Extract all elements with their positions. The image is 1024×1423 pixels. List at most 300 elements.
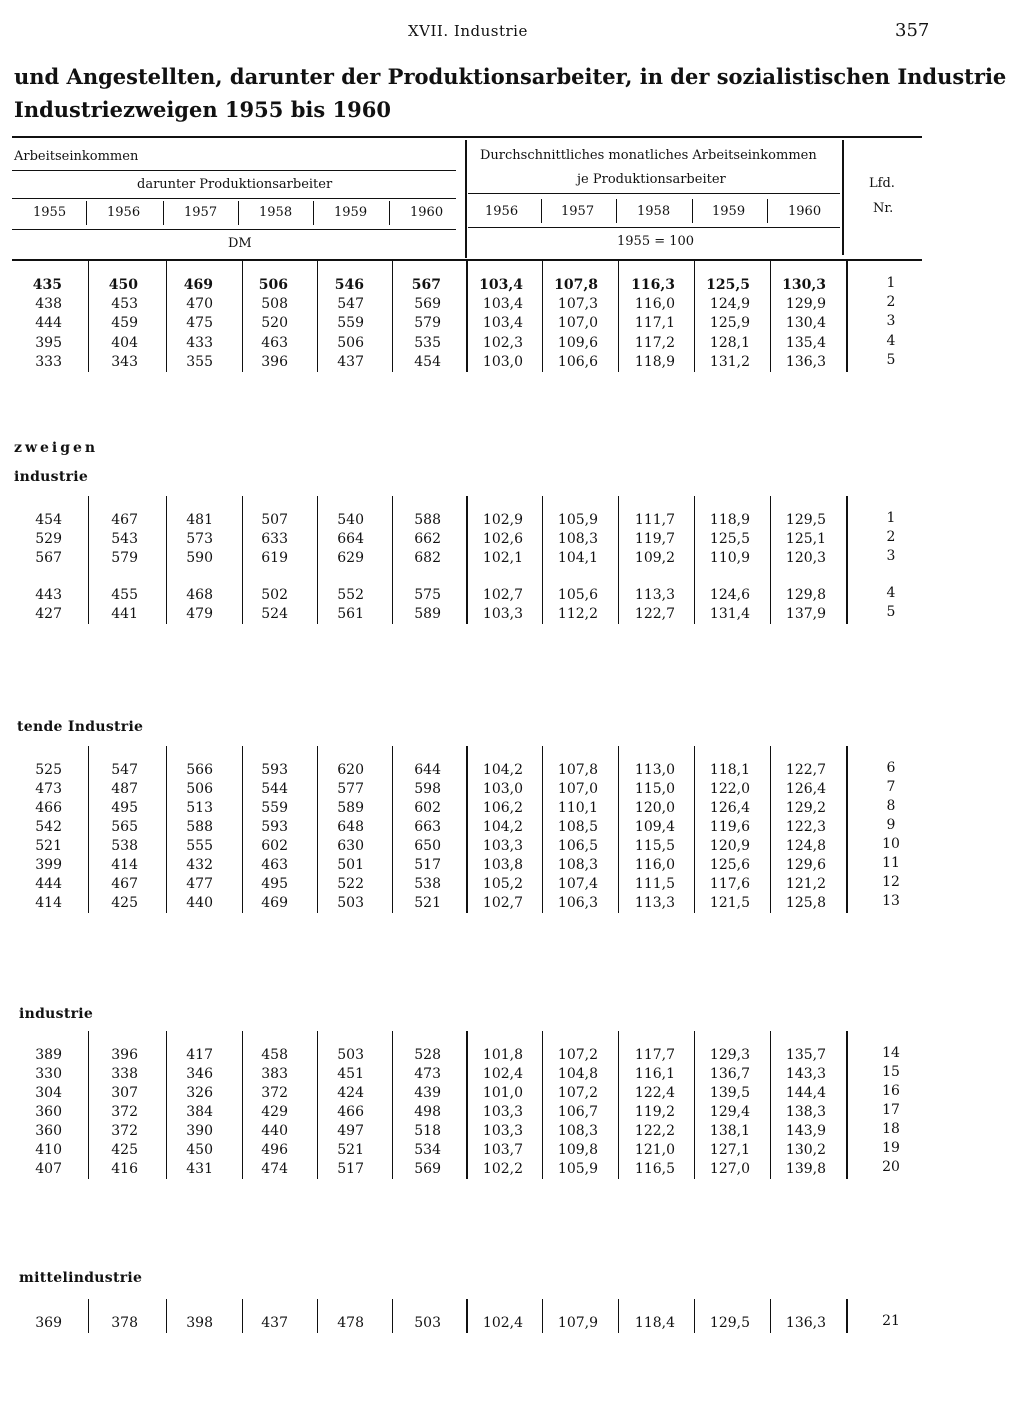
row-number: 12 (882, 874, 900, 890)
table-cell: 135,7 (785, 1047, 826, 1063)
table-cell: 593 (261, 819, 288, 835)
table-cell: 620 (337, 762, 364, 778)
table-cell: 475 (186, 315, 213, 332)
table-cell: 378 (111, 1315, 138, 1331)
row-number: 20 (882, 1159, 900, 1175)
column-divider (317, 261, 318, 372)
table-cell: 469 (261, 895, 288, 911)
table-cell: 453 (111, 296, 138, 313)
table-cell: 395 (35, 334, 62, 351)
row-number: 15 (882, 1064, 900, 1080)
table-cell: 435 (32, 277, 62, 293)
table-cell: 131,4 (709, 606, 750, 622)
table-cell: 547 (111, 762, 138, 778)
column-divider (317, 1299, 318, 1333)
table-cell: 569 (414, 1161, 441, 1177)
hdr-divider (616, 199, 617, 223)
table-cell: 414 (111, 857, 138, 873)
table-cell: 384 (186, 1104, 213, 1120)
table-cell: 579 (414, 315, 441, 332)
table-cell: 130,4 (785, 315, 826, 332)
table-cell: 569 (414, 296, 441, 313)
table-cell: 118,1 (709, 762, 750, 778)
table-cell: 559 (337, 315, 364, 332)
table-cell: 467 (111, 512, 138, 528)
table-cell: 118,9 (709, 512, 750, 528)
table-cell: 525 (35, 762, 62, 778)
column-divider (618, 1031, 619, 1179)
hdr-divider (541, 199, 542, 223)
table-cell: 121,2 (785, 876, 826, 892)
table-cell: 425 (111, 895, 138, 911)
table-cell: 103,0 (482, 781, 523, 797)
table-cell: 555 (186, 838, 213, 854)
column-divider (166, 746, 167, 913)
table-cell: 389 (35, 1047, 62, 1063)
table-cell: 455 (111, 587, 138, 603)
column-divider (242, 1299, 243, 1333)
table-cell: 372 (111, 1123, 138, 1139)
column-divider (694, 496, 695, 624)
table-cell: 106,2 (482, 800, 523, 816)
table-cell: 125,6 (709, 857, 750, 873)
table-cell: 129,5 (785, 512, 826, 528)
row-number: 10 (882, 836, 900, 852)
row-number: 1 (886, 510, 896, 526)
column-divider (166, 261, 167, 372)
table-cell: 119,2 (634, 1104, 675, 1120)
table-cell: 102,2 (482, 1161, 523, 1177)
table-cell: 103,3 (482, 1104, 523, 1120)
table-cell: 575 (414, 587, 441, 603)
group-divider (466, 496, 468, 624)
row-number: 9 (886, 817, 896, 833)
table-cell: 432 (186, 857, 213, 873)
table-cell: 109,4 (634, 819, 675, 835)
table-cell: 517 (414, 857, 441, 873)
table-cell: 360 (35, 1104, 62, 1120)
column-divider (242, 746, 243, 913)
table-cell: 443 (35, 587, 62, 603)
table-cell: 125,5 (706, 277, 750, 293)
table-cell: 496 (261, 1142, 288, 1158)
table-cell: 138,1 (709, 1123, 750, 1139)
table-cell: 124,9 (709, 296, 750, 313)
table-cell: 127,0 (709, 1161, 750, 1177)
table-cell: 650 (414, 838, 441, 854)
table-cell: 106,7 (557, 1104, 598, 1120)
table-cell: 126,4 (785, 781, 826, 797)
column-divider (694, 1299, 695, 1333)
section-label-tende-industrie: tende Industrie (17, 719, 144, 735)
table-cell: 116,0 (634, 857, 675, 873)
table-cell: 517 (337, 1161, 364, 1177)
table-cell: 518 (414, 1123, 441, 1139)
table-cell: 567 (411, 277, 441, 293)
table-cell: 466 (35, 800, 62, 816)
table-cell: 107,2 (557, 1047, 598, 1063)
column-divider (694, 261, 695, 372)
header-je-produktionsarbeiter: je Produktionsarbeiter (577, 172, 726, 187)
group-divider (846, 261, 848, 372)
table-cell: 103,7 (482, 1142, 523, 1158)
table-cell: 372 (261, 1085, 288, 1101)
table-cell: 107,2 (557, 1085, 598, 1101)
table-cell: 477 (186, 876, 213, 892)
table-title-line2: Industriezweigen 1955 bis 1960 (14, 97, 391, 122)
index-year-1957: 1957 (561, 204, 595, 219)
unit-index: 1955 = 100 (617, 234, 695, 249)
table-cell: 540 (337, 512, 364, 528)
header-rule-right (468, 193, 840, 194)
table-cell: 106,3 (557, 895, 598, 911)
table-cell: 103,4 (482, 296, 523, 313)
header-rule-3 (12, 229, 456, 230)
table-cell: 105,9 (557, 1161, 598, 1177)
table-cell: 438 (35, 296, 62, 313)
table-cell: 561 (337, 606, 364, 622)
table-cell: 588 (414, 512, 441, 528)
column-divider (542, 746, 543, 913)
table-cell: 107,3 (557, 296, 598, 313)
table-cell: 144,4 (785, 1085, 826, 1101)
table-cell: 101,0 (482, 1085, 523, 1101)
table-cell: 111,7 (634, 512, 675, 528)
table-cell: 404 (111, 334, 138, 351)
table-cell: 110,1 (557, 800, 598, 816)
table-cell: 503 (414, 1315, 441, 1331)
table-cell: 130,2 (785, 1142, 826, 1158)
table-cell: 544 (261, 781, 288, 797)
table-cell: 326 (186, 1085, 213, 1101)
table-cell: 633 (261, 531, 288, 547)
table-cell: 108,5 (557, 819, 598, 835)
table-cell: 113,0 (634, 762, 675, 778)
table-cell: 444 (35, 315, 62, 332)
column-divider (618, 496, 619, 624)
group-divider (846, 1299, 848, 1333)
table-cell: 129,4 (709, 1104, 750, 1120)
table-cell: 427 (35, 606, 62, 622)
table-cell: 105,9 (557, 512, 598, 528)
table-cell: 102,9 (482, 512, 523, 528)
table-cell: 473 (35, 781, 62, 797)
column-divider (242, 261, 243, 372)
table-cell: 521 (35, 838, 62, 854)
table-cell: 468 (186, 587, 213, 603)
table-cell: 467 (111, 876, 138, 892)
table-cell: 118,9 (634, 353, 675, 370)
header-nr: Nr. (873, 201, 894, 216)
table-cell: 535 (414, 334, 441, 351)
table-cell: 506 (258, 277, 288, 293)
table-cell: 131,2 (709, 353, 750, 370)
table-cell: 128,1 (709, 334, 750, 351)
table-cell: 478 (337, 1315, 364, 1331)
row-number: 16 (882, 1083, 900, 1099)
table-cell: 398 (186, 1315, 213, 1331)
table-cell: 396 (261, 353, 288, 370)
table-cell: 469 (183, 277, 213, 293)
table-cell: 577 (337, 781, 364, 797)
table-cell: 559 (261, 800, 288, 816)
header-produktionsarbeiter: darunter Produktionsarbeiter (137, 177, 333, 192)
column-divider (166, 496, 167, 624)
table-cell: 109,6 (557, 334, 598, 351)
table-cell: 346 (186, 1066, 213, 1082)
year-1958: 1958 (259, 205, 293, 220)
year-1956: 1956 (107, 205, 141, 220)
table-cell: 520 (261, 315, 288, 332)
row-number: 2 (886, 529, 896, 545)
table-cell: 487 (111, 781, 138, 797)
hdr-divider (163, 201, 164, 225)
table-cell: 481 (186, 512, 213, 528)
table-cell: 479 (186, 606, 213, 622)
column-divider (694, 746, 695, 913)
table-cell: 136,7 (709, 1066, 750, 1082)
table-cell: 567 (35, 550, 62, 566)
table-cell: 104,2 (482, 762, 523, 778)
table-cell: 454 (414, 353, 441, 370)
table-cell: 588 (186, 819, 213, 835)
table-cell: 129,5 (709, 1315, 750, 1331)
table-cell: 602 (414, 800, 441, 816)
table-cell: 459 (111, 315, 138, 332)
table-cell: 125,9 (709, 315, 750, 332)
column-divider (392, 261, 393, 372)
table-title-line1: und Angestellten, darunter der Produktionsarbeiter, in der sozialistischen Industrie (14, 64, 1007, 89)
table-cell: 451 (337, 1066, 364, 1082)
index-year-1959: 1959 (712, 204, 746, 219)
table-cell: 113,3 (634, 587, 675, 603)
table-cell: 538 (414, 876, 441, 892)
column-divider (770, 1299, 771, 1333)
table-cell: 528 (414, 1047, 441, 1063)
index-year-1958: 1958 (637, 204, 671, 219)
group-divider (466, 1299, 468, 1333)
table-cell: 138,3 (785, 1104, 826, 1120)
table-cell: 546 (334, 277, 364, 293)
table-cell: 495 (111, 800, 138, 816)
table-cell: 589 (337, 800, 364, 816)
table-cell: 102,6 (482, 531, 523, 547)
table-cell: 524 (261, 606, 288, 622)
hdr-divider (86, 201, 87, 225)
group-divider (846, 746, 848, 913)
table-cell: 360 (35, 1123, 62, 1139)
row-number: 13 (882, 893, 900, 909)
table-cell: 106,5 (557, 838, 598, 854)
column-divider (392, 496, 393, 624)
table-cell: 103,3 (482, 1123, 523, 1139)
table-cell: 103,0 (482, 353, 523, 370)
table-cell: 103,3 (482, 838, 523, 854)
table-cell: 124,6 (709, 587, 750, 603)
table-cell: 463 (261, 857, 288, 873)
table-cell: 629 (337, 550, 364, 566)
table-cell: 108,3 (557, 1123, 598, 1139)
table-cell: 454 (35, 512, 62, 528)
table-cell: 121,5 (709, 895, 750, 911)
table-cell: 102,3 (482, 334, 523, 351)
table-cell: 573 (186, 531, 213, 547)
header-rule-1 (12, 170, 456, 171)
table-cell: 602 (261, 838, 288, 854)
header-durchschnittliches: Durchschnittliches monatliches Arbeitseinkommen (480, 148, 817, 163)
index-year-1956: 1956 (485, 204, 519, 219)
table-cell: 125,1 (785, 531, 826, 547)
table-cell: 129,9 (785, 296, 826, 313)
table-cell: 116,5 (634, 1161, 675, 1177)
table-cell: 355 (186, 353, 213, 370)
column-divider (88, 261, 89, 372)
table-cell: 440 (261, 1123, 288, 1139)
hdr-divider (313, 201, 314, 225)
table-cell: 648 (337, 819, 364, 835)
table-cell: 466 (337, 1104, 364, 1120)
table-cell: 107,0 (557, 781, 598, 797)
table-cell: 122,0 (709, 781, 750, 797)
table-cell: 119,6 (709, 819, 750, 835)
row-number: 19 (882, 1140, 900, 1156)
table-cell: 498 (414, 1104, 441, 1120)
group-divider (465, 140, 467, 258)
table-cell: 102,1 (482, 550, 523, 566)
header-arbeitseinkommen: Arbeitseinkommen (14, 149, 139, 164)
table-cell: 552 (337, 587, 364, 603)
table-cell: 108,3 (557, 857, 598, 873)
table-cell: 507 (261, 512, 288, 528)
table-cell: 439 (414, 1085, 441, 1101)
row-number: 3 (886, 313, 896, 330)
column-divider (242, 1031, 243, 1179)
table-cell: 521 (337, 1142, 364, 1158)
table-cell: 424 (337, 1085, 364, 1101)
table-cell: 425 (111, 1142, 138, 1158)
table-cell: 117,6 (709, 876, 750, 892)
group-divider (846, 1031, 848, 1179)
table-cell: 538 (111, 838, 138, 854)
table-cell: 107,0 (557, 315, 598, 332)
table-cell: 503 (337, 1047, 364, 1063)
table-cell: 102,4 (482, 1315, 523, 1331)
column-divider (618, 261, 619, 372)
table-cell: 450 (186, 1142, 213, 1158)
table-cell: 129,3 (709, 1047, 750, 1063)
table-cell: 116,3 (631, 277, 675, 293)
table-cell: 125,8 (785, 895, 826, 911)
top-rule (12, 136, 922, 138)
table-cell: 390 (186, 1123, 213, 1139)
table-cell: 122,2 (634, 1123, 675, 1139)
table-cell: 458 (261, 1047, 288, 1063)
table-cell: 129,8 (785, 587, 826, 603)
table-cell: 106,6 (557, 353, 598, 370)
table-cell: 429 (261, 1104, 288, 1120)
column-divider (542, 1031, 543, 1179)
hdr-divider (692, 199, 693, 223)
row-number: 4 (886, 332, 896, 349)
year-1959: 1959 (334, 205, 368, 220)
table-cell: 440 (186, 895, 213, 911)
table-cell: 579 (111, 550, 138, 566)
header-lfd: Lfd. (869, 176, 895, 191)
table-cell: 590 (186, 550, 213, 566)
index-year-1960: 1960 (788, 204, 822, 219)
table-cell: 116,0 (634, 296, 675, 313)
table-cell: 139,5 (709, 1085, 750, 1101)
table-cell: 120,9 (709, 838, 750, 854)
table-cell: 116,1 (634, 1066, 675, 1082)
table-cell: 383 (261, 1066, 288, 1082)
table-cell: 115,5 (634, 838, 675, 854)
table-cell: 542 (35, 819, 62, 835)
table-cell: 473 (414, 1066, 441, 1082)
table-cell: 109,2 (634, 550, 675, 566)
table-cell: 399 (35, 857, 62, 873)
table-cell: 115,0 (634, 781, 675, 797)
group-divider (466, 261, 468, 372)
section-label-mittelindustrie: mittelindustrie (19, 1270, 143, 1286)
table-cell: 333 (35, 353, 62, 370)
header-rule-right-2 (468, 227, 840, 228)
table-cell: 619 (261, 550, 288, 566)
column-divider (694, 1031, 695, 1179)
table-cell: 497 (337, 1123, 364, 1139)
table-cell: 396 (111, 1047, 138, 1063)
table-cell: 102,7 (482, 587, 523, 603)
table-cell: 598 (414, 781, 441, 797)
table-cell: 547 (337, 296, 364, 313)
table-cell: 664 (337, 531, 364, 547)
row-number: 11 (882, 855, 900, 871)
group-divider (842, 140, 844, 255)
section-label-industrie-2: industrie (19, 1006, 94, 1022)
table-cell: 307 (111, 1085, 138, 1101)
table-cell: 304 (35, 1085, 62, 1101)
table-cell: 450 (108, 277, 138, 293)
row-number: 5 (886, 351, 896, 368)
table-cell: 129,2 (785, 800, 826, 816)
column-divider (88, 1031, 89, 1179)
table-cell: 502 (261, 587, 288, 603)
row-number: 17 (882, 1102, 900, 1118)
table-cell: 122,3 (785, 819, 826, 835)
table-cell: 644 (414, 762, 441, 778)
table-cell: 137,9 (785, 606, 826, 622)
table-cell: 433 (186, 334, 213, 351)
table-cell: 593 (261, 762, 288, 778)
table-cell: 111,5 (634, 876, 675, 892)
column-divider (392, 1031, 393, 1179)
year-1957: 1957 (184, 205, 218, 220)
table-cell: 343 (111, 353, 138, 370)
unit-dm: DM (228, 236, 252, 251)
table-cell: 508 (261, 296, 288, 313)
table-cell: 589 (414, 606, 441, 622)
table-cell: 102,7 (482, 895, 523, 911)
table-cell: 513 (186, 800, 213, 816)
year-1955: 1955 (33, 205, 67, 220)
column-divider (166, 1031, 167, 1179)
table-cell: 441 (111, 606, 138, 622)
row-number: 1 (886, 275, 896, 291)
column-divider (88, 496, 89, 624)
table-cell: 122,7 (634, 606, 675, 622)
year-1960: 1960 (410, 205, 444, 220)
table-cell: 136,3 (785, 1315, 826, 1331)
